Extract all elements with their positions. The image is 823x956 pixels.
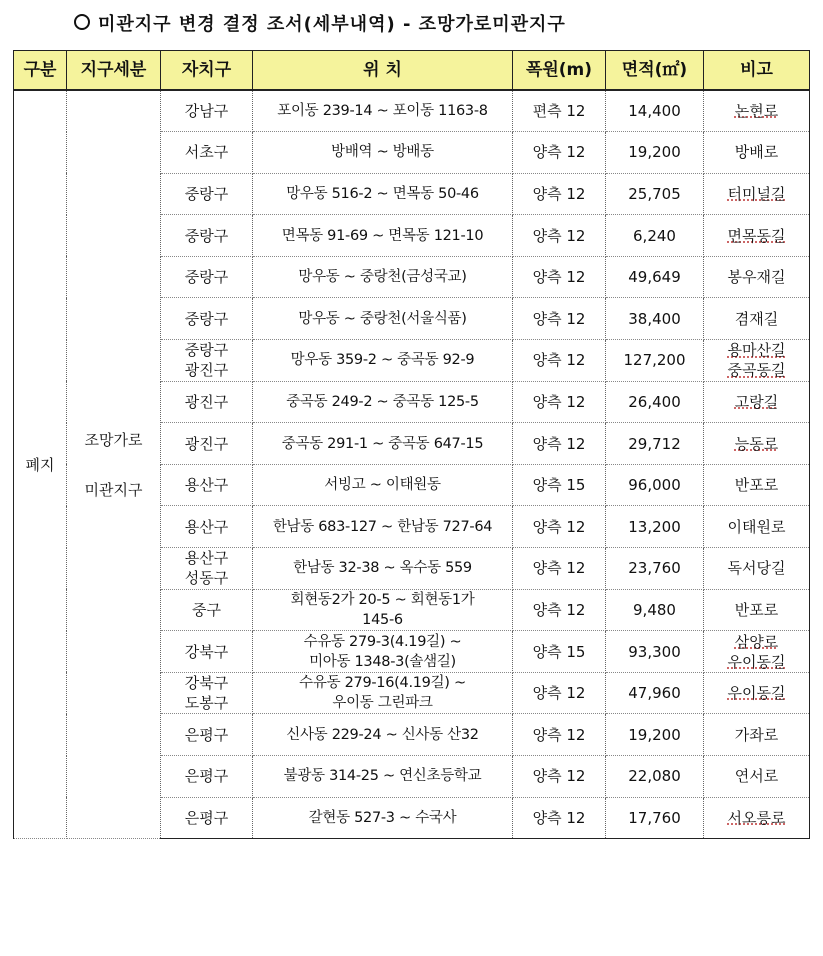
header-category: 구분 (14, 51, 67, 91)
gu-cell (161, 589, 253, 631)
header-note: 비고 (704, 51, 810, 91)
location-cell (253, 340, 513, 382)
location-cell (253, 506, 513, 548)
gu-cell (161, 256, 253, 298)
note-text: 우이동길 (727, 684, 786, 703)
gu-cell (161, 215, 253, 257)
gu-name: 강남구 (184, 102, 229, 121)
note-text: 능동로 (734, 434, 779, 453)
title-text: 미관지구 변경 결정 조서(세부내역) - 조망가로미관지구 (98, 14, 566, 35)
gu-name: 중랑구 (184, 309, 229, 328)
note-text-line2: 중곡동길 (727, 361, 786, 380)
note-cell (704, 714, 810, 756)
gu-name: 은평구 (184, 808, 229, 827)
area-cell: 14,400 (606, 90, 704, 132)
note-cell (704, 672, 810, 714)
location-text: 면목동 91-69 ~ 면목동 121-10 (281, 227, 484, 244)
note-text: 독서당길 (727, 559, 786, 578)
area-cell: 19,200 (606, 714, 704, 756)
area-cell: 29,712 (606, 423, 704, 465)
note-cell (704, 340, 810, 382)
note-text: 면목동길 (727, 226, 786, 245)
note-text: 봉우재길 (727, 268, 786, 287)
location-text: 한남동 683-127 ~ 한남동 727-64 (272, 518, 493, 535)
width-cell: 양측 12 (513, 797, 606, 839)
location-text: 망우동 ~ 중랑천(금성국교) (298, 269, 467, 286)
note-text: 연서로 (734, 767, 779, 786)
location-cell (253, 381, 513, 423)
gu-cell (161, 298, 253, 340)
circle-bullet-icon (74, 14, 90, 30)
gu-cell (161, 173, 253, 215)
gu-name-secondary: 광진구 (184, 361, 229, 380)
width-cell: 양측 12 (513, 548, 606, 590)
gu-cell (161, 464, 253, 506)
note-cell (704, 298, 810, 340)
area-cell: 93,300 (606, 631, 704, 673)
gu-cell (161, 797, 253, 839)
header-location: 위 치 (253, 51, 513, 91)
gu-cell (161, 506, 253, 548)
location-text: 망우동 359-2 ~ 중곡동 92-9 (290, 352, 475, 369)
note-text: 반포로 (734, 476, 779, 495)
district-table (13, 50, 810, 839)
width-cell: 양측 12 (513, 256, 606, 298)
location-cell (253, 423, 513, 465)
width-cell: 양측 12 (513, 589, 606, 631)
gu-cell (161, 714, 253, 756)
location-text: 망우동 516-2 ~ 면목동 50-46 (286, 185, 479, 202)
gu-name: 강북구 (184, 642, 229, 661)
location-cell (253, 756, 513, 798)
note-cell (704, 381, 810, 423)
gu-name: 은평구 (184, 767, 229, 786)
width-cell: 편측 12 (513, 90, 606, 132)
note-text: 삼양로 (734, 632, 779, 651)
area-cell: 96,000 (606, 464, 704, 506)
location-cell (253, 215, 513, 257)
location-cell (253, 548, 513, 590)
note-text: 가좌로 (734, 725, 779, 744)
area-cell: 25,705 (606, 173, 704, 215)
area-cell: 17,760 (606, 797, 704, 839)
location-cell (253, 631, 513, 673)
width-cell: 양측 12 (513, 672, 606, 714)
location-cell (253, 714, 513, 756)
location-text: 방배역 ~ 방배동 (331, 144, 434, 161)
header-gu: 자치구 (161, 51, 253, 91)
note-text: 고랑길 (734, 392, 779, 411)
location-text: 수유동 279-16(4.19길) ~ (299, 675, 466, 692)
location-text: 서빙고 ~ 이태원동 (324, 477, 441, 494)
area-cell: 38,400 (606, 298, 704, 340)
note-cell (704, 797, 810, 839)
gu-name: 광진구 (184, 392, 229, 411)
location-text: 회현동2가 20-5 ~ 회현동1가 (290, 591, 475, 608)
header-row (14, 51, 810, 91)
area-cell: 49,649 (606, 256, 704, 298)
location-text-line2: 우이동 그린파크 (332, 695, 433, 712)
width-cell: 양측 12 (513, 714, 606, 756)
table-row (14, 90, 810, 132)
width-cell: 양측 12 (513, 423, 606, 465)
gu-name: 강북구 (184, 674, 229, 693)
document-title (74, 10, 566, 36)
note-text: 터미널길 (727, 184, 786, 203)
note-cell (704, 506, 810, 548)
gu-cell (161, 756, 253, 798)
note-cell (704, 132, 810, 174)
gu-name: 서초구 (184, 143, 229, 162)
location-text: 신사동 229-24 ~ 신사동 산32 (286, 726, 479, 743)
gu-cell (161, 672, 253, 714)
area-cell: 23,760 (606, 548, 704, 590)
note-cell (704, 756, 810, 798)
area-cell: 47,960 (606, 672, 704, 714)
note-text-line2: 우이동길 (727, 652, 786, 671)
width-cell: 양측 12 (513, 173, 606, 215)
gu-cell (161, 90, 253, 132)
location-text: 갈현동 527-3 ~ 수국사 (308, 809, 457, 826)
width-cell: 양측 12 (513, 298, 606, 340)
gu-name-secondary: 도봉구 (184, 694, 229, 713)
width-cell: 양측 12 (513, 756, 606, 798)
note-cell (704, 423, 810, 465)
subdistrict-line1: 조망가로 (84, 430, 143, 449)
header-subdistrict: 지구세분 (67, 51, 161, 91)
location-text-line2: 미아동 1348-3(솔샘길) (309, 653, 456, 670)
location-text: 수유동 279-3(4.19길) ~ (303, 633, 462, 650)
location-text: 중곡동 291-1 ~ 중곡동 647-15 (281, 435, 484, 452)
area-cell: 127,200 (606, 340, 704, 382)
gu-name: 용산구 (184, 517, 229, 536)
note-text: 방배로 (734, 143, 779, 162)
width-cell: 양측 12 (513, 340, 606, 382)
location-cell (253, 90, 513, 132)
note-cell (704, 256, 810, 298)
area-cell: 9,480 (606, 589, 704, 631)
note-text: 용마산길 (727, 341, 786, 360)
width-cell: 양측 12 (513, 132, 606, 174)
gu-name: 은평구 (184, 725, 229, 744)
gu-cell (161, 132, 253, 174)
gu-name: 용산구 (184, 476, 229, 495)
width-cell: 양측 12 (513, 215, 606, 257)
note-cell (704, 631, 810, 673)
note-cell (704, 173, 810, 215)
note-text: 이태원로 (727, 517, 786, 536)
width-cell: 양측 12 (513, 506, 606, 548)
location-text: 포이동 239-14 ~ 포이동 1163-8 (277, 103, 488, 120)
width-cell: 양측 15 (513, 464, 606, 506)
area-cell: 13,200 (606, 506, 704, 548)
gu-name-secondary: 성동구 (184, 569, 229, 588)
table-body (14, 90, 810, 839)
gu-name: 중랑구 (184, 268, 229, 287)
gu-name: 용산구 (184, 549, 229, 568)
location-cell (253, 672, 513, 714)
location-cell (253, 173, 513, 215)
gu-cell (161, 423, 253, 465)
category-cell: 폐지 (14, 90, 67, 839)
note-cell (704, 548, 810, 590)
gu-name: 중랑구 (184, 184, 229, 203)
note-text: 반포로 (734, 600, 779, 619)
location-text: 망우동 ~ 중랑천(서울식품) (298, 310, 467, 327)
gu-name: 중구 (192, 600, 221, 619)
note-cell (704, 90, 810, 132)
header-area: 면적(㎡) (606, 51, 704, 91)
note-cell (704, 215, 810, 257)
location-cell (253, 464, 513, 506)
note-text: 논현로 (734, 102, 779, 121)
gu-name: 중랑구 (184, 226, 229, 245)
header-width: 폭원(m) (513, 51, 606, 91)
subdistrict-cell (67, 90, 161, 839)
gu-cell (161, 631, 253, 673)
gu-cell (161, 340, 253, 382)
location-text: 중곡동 249-2 ~ 중곡동 125-5 (286, 393, 479, 410)
location-cell (253, 797, 513, 839)
gu-name: 중랑구 (184, 341, 229, 360)
location-cell (253, 298, 513, 340)
area-cell: 22,080 (606, 756, 704, 798)
gu-cell (161, 381, 253, 423)
location-text: 한남동 32-38 ~ 옥수동 559 (293, 560, 472, 577)
note-cell (704, 464, 810, 506)
location-cell (253, 256, 513, 298)
area-cell: 19,200 (606, 132, 704, 174)
note-text: 겸재길 (734, 309, 779, 328)
subdistrict-line2: 미관지구 (84, 480, 143, 499)
width-cell: 양측 12 (513, 381, 606, 423)
location-cell (253, 589, 513, 631)
location-text: 불광동 314-25 ~ 연신초등학교 (283, 768, 482, 785)
area-cell: 6,240 (606, 215, 704, 257)
location-text-line2: 145-6 (362, 611, 403, 628)
gu-name: 광진구 (184, 434, 229, 453)
width-cell: 양측 15 (513, 631, 606, 673)
area-cell: 26,400 (606, 381, 704, 423)
location-cell (253, 132, 513, 174)
note-cell (704, 589, 810, 631)
note-text: 서오릉로 (727, 808, 786, 827)
gu-cell (161, 548, 253, 590)
